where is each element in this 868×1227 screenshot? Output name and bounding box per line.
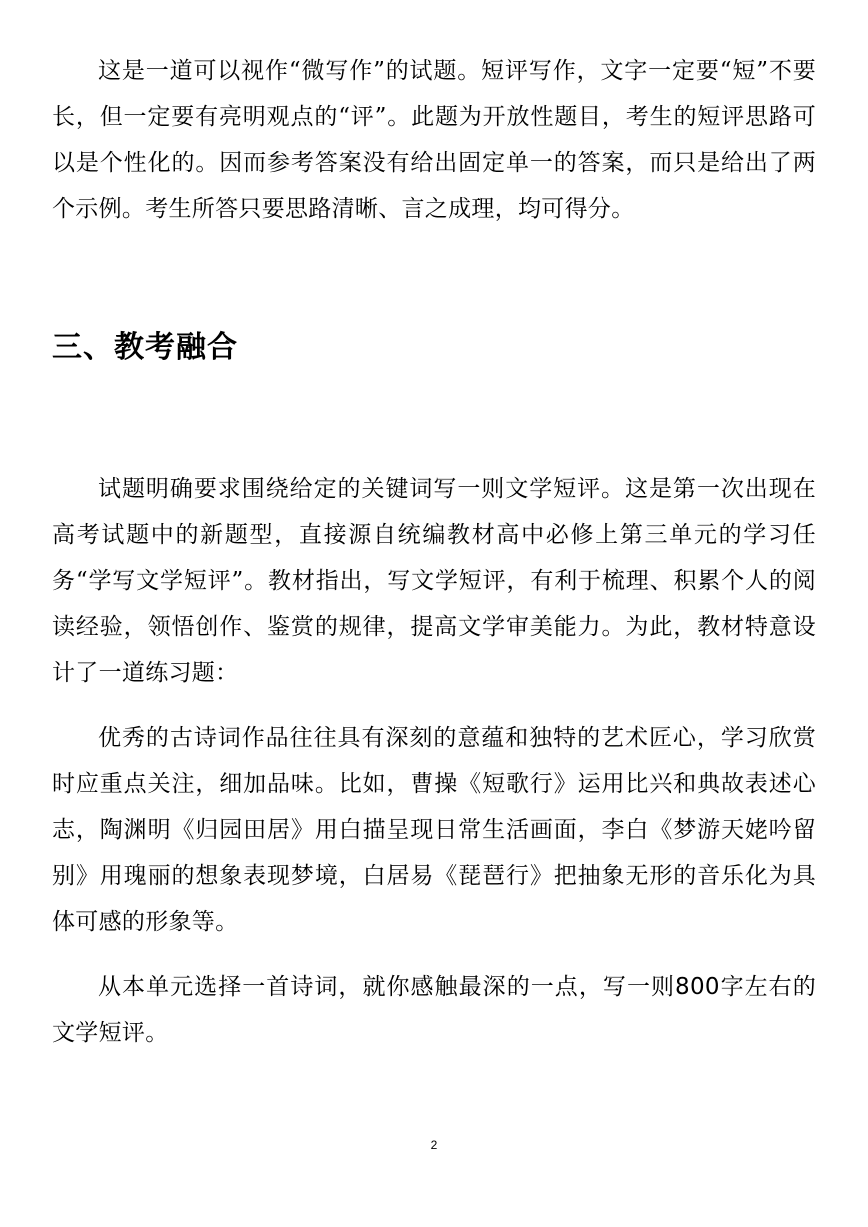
section-heading: 三、教考融合 [52, 330, 238, 365]
quoted-exercise-paragraph: 优秀的古诗词作品往往具有深刻的意蕴和独特的艺术匠心，学习欣赏时应重点关注，细加品味。比如，曹操《短歌行》运用比兴和典故表述心志，陶渊明《归园田居》用白描呈现日常生活画面，李白《梦游天姥吟留别》用瑰丽的想象表现梦境，白居易《琵琶行》把抽象无形的音乐化为具体可感的形象等。 [52, 725, 816, 935]
page-number: 2 [430, 1138, 438, 1152]
body-paragraph: 试题明确要求围绕给定的关键词写一则文学短评。这是第一次出现在高考试题中的新题型，直接源自统编教材高中必修上第三单元的学习任务“学写文学短评”。教材指出，写文学短评，有利于梳理、积累个人的阅读经验，领悟创作、鉴赏的规律，提高文学审美能力。为此，教材特意设计了一道练习题： [52, 476, 816, 686]
intro-paragraph: 这是一道可以视作“微写作”的试题。短评写作，文字一定要“短”不要长，但一定要有亮明观点的“评”。此题为开放性题目，考生的短评思路可以是个性化的。因而参考答案没有给出固定单一的答案，而只是给出了两个示例。考生所答只要思路清晰、言之成理，均可得分。 [52, 58, 816, 222]
quoted-exercise-task: 从本单元选择一首诗词，就你感触最深的一点，写一则800字左右的文学短评。 [52, 974, 816, 1046]
